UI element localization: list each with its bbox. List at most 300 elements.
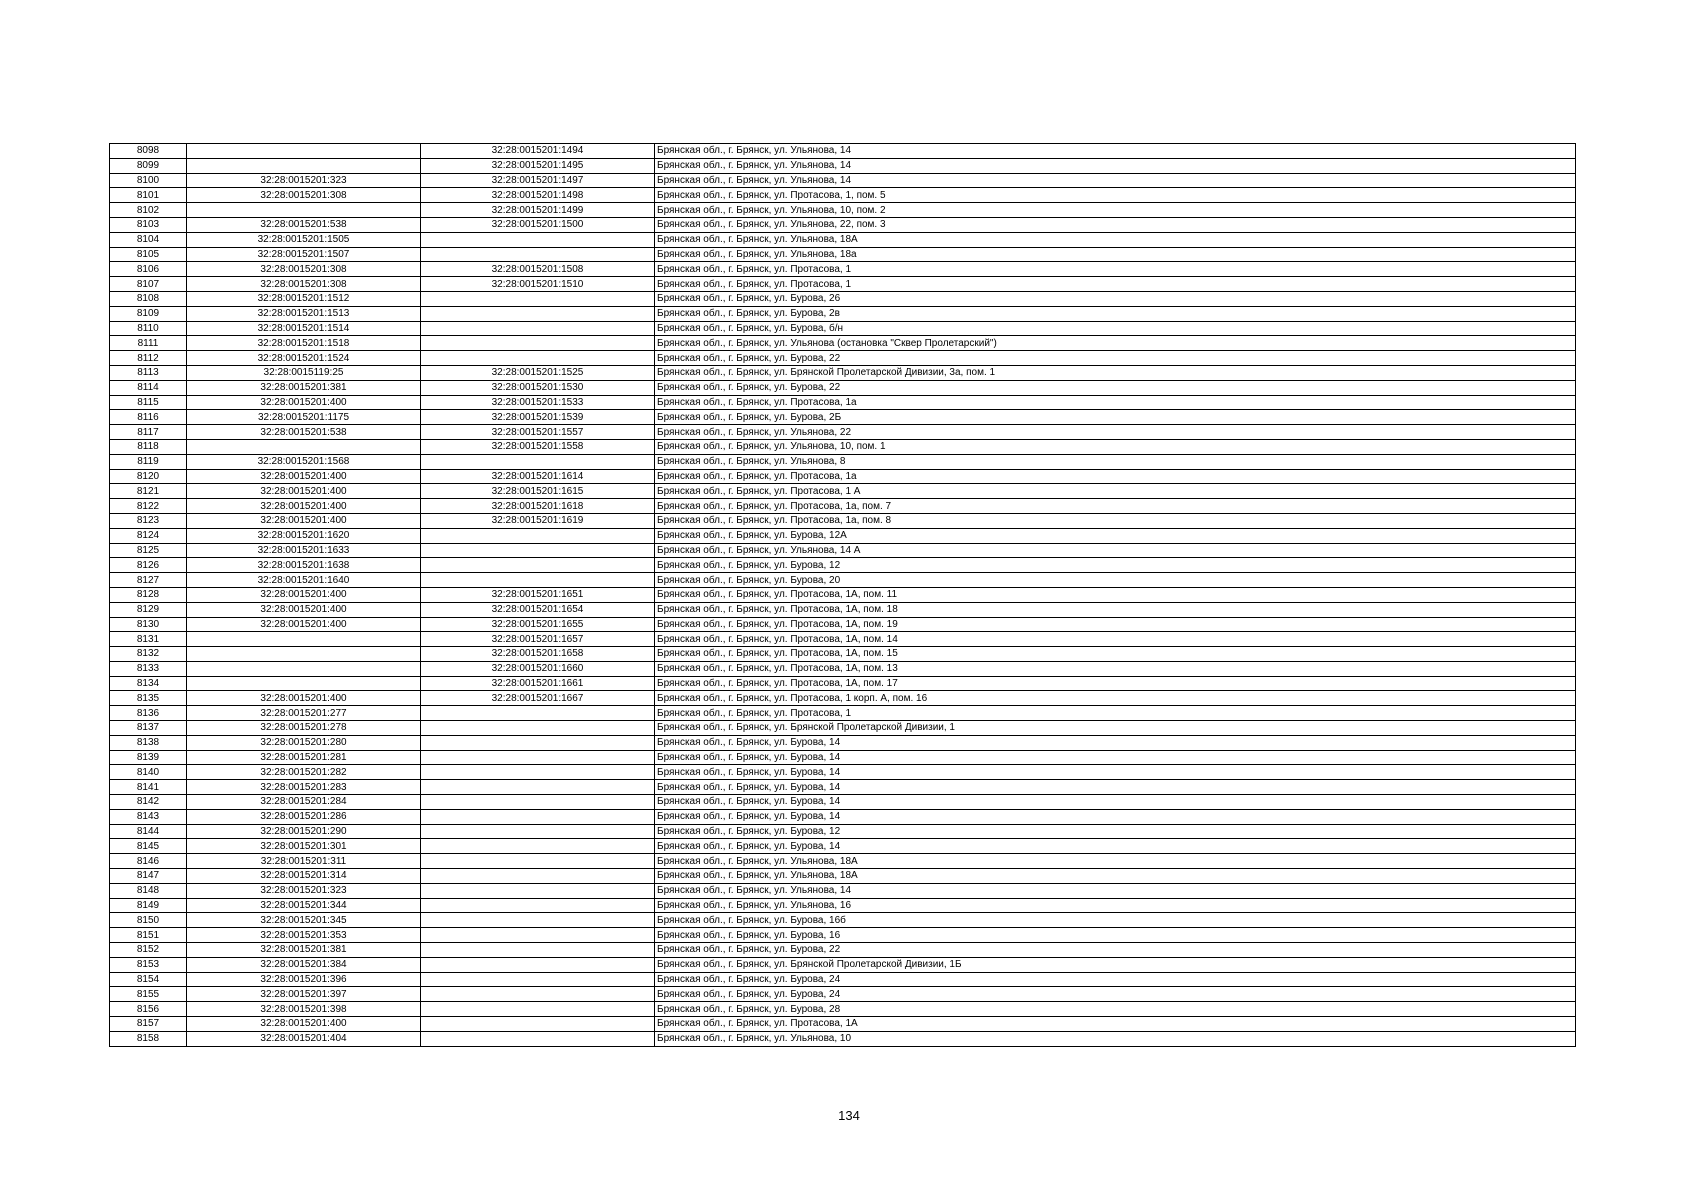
cadastral-number-cell — [421, 750, 655, 765]
cadastral-number-cell: 32:28:0015201:1495 — [421, 158, 655, 173]
table-row — [110, 454, 1576, 469]
table-row — [110, 765, 1576, 780]
row-number-cell: 8103 — [110, 217, 187, 232]
parent-cadastral-number-cell: 32:28:0015201:384 — [187, 957, 421, 972]
parent-cadastral-number-cell: 32:28:0015201:308 — [187, 277, 421, 292]
address-cell: Брянская обл., г. Брянск, ул. Ульянова, 14 — [655, 883, 1576, 898]
table-row — [110, 780, 1576, 795]
table-row — [110, 306, 1576, 321]
parent-cadastral-number-cell: 32:28:0015201:1568 — [187, 454, 421, 469]
row-number-cell: 8126 — [110, 558, 187, 573]
parent-cadastral-number-cell: 32:28:0015201:381 — [187, 380, 421, 395]
parent-cadastral-number-cell: 32:28:0015201:396 — [187, 972, 421, 987]
cadastral-number-cell — [421, 809, 655, 824]
parent-cadastral-number-cell: 32:28:0015201:1512 — [187, 291, 421, 306]
address-cell: Брянская обл., г. Брянск, ул. Бурова, 14 — [655, 735, 1576, 750]
parent-cadastral-number-cell: 32:28:0015201:1518 — [187, 336, 421, 351]
cadastral-number-cell: 32:28:0015201:1655 — [421, 617, 655, 632]
address-cell: Брянская обл., г. Брянск, ул. Бурова, 24 — [655, 987, 1576, 1002]
row-number-cell: 8158 — [110, 1031, 187, 1046]
row-number-cell: 8124 — [110, 528, 187, 543]
table-row — [110, 247, 1576, 262]
parent-cadastral-number-cell: 32:28:0015201:400 — [187, 587, 421, 602]
cadastral-number-cell — [421, 721, 655, 736]
table-row — [110, 735, 1576, 750]
table-row — [110, 439, 1576, 454]
table-row — [110, 987, 1576, 1002]
address-cell: Брянская обл., г. Брянск, ул. Ульянова, 18А — [655, 854, 1576, 869]
parent-cadastral-number-cell: 32:28:0015201:1514 — [187, 321, 421, 336]
cadastral-number-cell — [421, 454, 655, 469]
cadastral-number-cell — [421, 854, 655, 869]
table-row — [110, 277, 1576, 292]
table-row — [110, 513, 1576, 528]
address-cell: Брянская обл., г. Брянск, ул. Бурова, 16б — [655, 913, 1576, 928]
row-number-cell: 8121 — [110, 484, 187, 499]
address-cell: Брянская обл., г. Брянск, ул. Брянской Пролетарской Дивизии, 3а, пом. 1 — [655, 365, 1576, 380]
table-row — [110, 883, 1576, 898]
cadastral-number-cell: 32:28:0015201:1661 — [421, 676, 655, 691]
table-row — [110, 661, 1576, 676]
parent-cadastral-number-cell: 32:28:0015201:400 — [187, 395, 421, 410]
address-cell: Брянская обл., г. Брянск, ул. Протасова, 1а — [655, 469, 1576, 484]
row-number-cell: 8128 — [110, 587, 187, 602]
row-number-cell: 8117 — [110, 425, 187, 440]
cadastral-number-cell: 32:28:0015201:1654 — [421, 602, 655, 617]
table-row — [110, 158, 1576, 173]
row-number-cell: 8110 — [110, 321, 187, 336]
table-row — [110, 573, 1576, 588]
row-number-cell: 8140 — [110, 765, 187, 780]
table-row — [110, 380, 1576, 395]
row-number-cell: 8146 — [110, 854, 187, 869]
row-number-cell: 8114 — [110, 380, 187, 395]
table-row — [110, 188, 1576, 203]
parent-cadastral-number-cell: 32:28:0015201:1513 — [187, 306, 421, 321]
row-number-cell: 8150 — [110, 913, 187, 928]
parent-cadastral-number-cell: 32:28:0015201:1524 — [187, 351, 421, 366]
cadastral-number-cell — [421, 913, 655, 928]
parent-cadastral-number-cell: 32:28:0015119:25 — [187, 365, 421, 380]
data-table — [109, 143, 1576, 1047]
table-row — [110, 528, 1576, 543]
cadastral-number-cell: 32:28:0015201:1667 — [421, 691, 655, 706]
table-row — [110, 602, 1576, 617]
address-cell: Брянская обл., г. Брянск, ул. Протасова, 1А, пом. 14 — [655, 632, 1576, 647]
cadastral-number-cell — [421, 824, 655, 839]
cadastral-number-cell: 32:28:0015201:1533 — [421, 395, 655, 410]
cadastral-number-cell — [421, 573, 655, 588]
row-number-cell: 8135 — [110, 691, 187, 706]
address-cell: Брянская обл., г. Брянск, ул. Протасова, 1, пом. 5 — [655, 188, 1576, 203]
row-number-cell: 8133 — [110, 661, 187, 676]
address-cell: Брянская обл., г. Брянск, ул. Протасова, 1 корп. А, пом. 16 — [655, 691, 1576, 706]
address-cell: Брянская обл., г. Брянск, ул. Протасова, 1а, пом. 8 — [655, 513, 1576, 528]
row-number-cell: 8125 — [110, 543, 187, 558]
row-number-cell: 8101 — [110, 188, 187, 203]
address-cell: Брянская обл., г. Брянск, ул. Ульянова, 14 А — [655, 543, 1576, 558]
row-number-cell: 8119 — [110, 454, 187, 469]
table-row — [110, 809, 1576, 824]
table-row — [110, 217, 1576, 232]
table-row — [110, 232, 1576, 247]
address-cell: Брянская обл., г. Брянск, ул. Бурова, б/н — [655, 321, 1576, 336]
row-number-cell: 8157 — [110, 1017, 187, 1032]
table-row — [110, 173, 1576, 188]
address-cell: Брянская обл., г. Брянск, ул. Протасова, 1А, пом. 19 — [655, 617, 1576, 632]
parent-cadastral-number-cell: 32:28:0015201:1640 — [187, 573, 421, 588]
row-number-cell: 8145 — [110, 839, 187, 854]
row-number-cell: 8118 — [110, 439, 187, 454]
parent-cadastral-number-cell — [187, 203, 421, 218]
table-row — [110, 1031, 1576, 1046]
row-number-cell: 8141 — [110, 780, 187, 795]
row-number-cell: 8147 — [110, 869, 187, 884]
cadastral-number-cell — [421, 306, 655, 321]
address-cell: Брянская обл., г. Брянск, ул. Ульянова (остановка "Сквер Пролетарский") — [655, 336, 1576, 351]
address-cell: Брянская обл., г. Брянск, ул. Бурова, 28 — [655, 1002, 1576, 1017]
address-cell: Брянская обл., г. Брянск, ул. Ульянова, 10 — [655, 1031, 1576, 1046]
cadastral-number-cell — [421, 795, 655, 810]
cadastral-number-cell: 32:28:0015201:1558 — [421, 439, 655, 454]
cadastral-number-cell: 32:28:0015201:1510 — [421, 277, 655, 292]
address-cell: Брянская обл., г. Брянск, ул. Бурова, 22 — [655, 943, 1576, 958]
row-number-cell: 8151 — [110, 928, 187, 943]
parent-cadastral-number-cell: 32:28:0015201:400 — [187, 469, 421, 484]
cadastral-number-cell — [421, 898, 655, 913]
cadastral-number-cell — [421, 883, 655, 898]
parent-cadastral-number-cell: 32:28:0015201:400 — [187, 1017, 421, 1032]
table-row — [110, 558, 1576, 573]
row-number-cell: 8112 — [110, 351, 187, 366]
address-cell: Брянская обл., г. Брянск, ул. Протасова, 1А — [655, 1017, 1576, 1032]
cadastral-number-cell: 32:28:0015201:1651 — [421, 587, 655, 602]
address-cell: Брянская обл., г. Брянск, ул. Ульянова, 16 — [655, 898, 1576, 913]
row-number-cell: 8127 — [110, 573, 187, 588]
address-cell: Брянская обл., г. Брянск, ул. Ульянова, 14 — [655, 158, 1576, 173]
cadastral-number-cell: 32:28:0015201:1557 — [421, 425, 655, 440]
address-cell: Брянская обл., г. Брянск, ул. Бурова, 24 — [655, 972, 1576, 987]
row-number-cell: 8149 — [110, 898, 187, 913]
parent-cadastral-number-cell: 32:28:0015201:400 — [187, 602, 421, 617]
table-row — [110, 972, 1576, 987]
row-number-cell: 8148 — [110, 883, 187, 898]
cadastral-number-cell — [421, 336, 655, 351]
address-cell: Брянская обл., г. Брянск, ул. Бурова, 14 — [655, 780, 1576, 795]
table-row — [110, 869, 1576, 884]
row-number-cell: 8123 — [110, 513, 187, 528]
row-number-cell: 8136 — [110, 706, 187, 721]
table-row — [110, 336, 1576, 351]
row-number-cell: 8152 — [110, 943, 187, 958]
cadastral-number-cell: 32:28:0015201:1499 — [421, 203, 655, 218]
parent-cadastral-number-cell: 32:28:0015201:400 — [187, 617, 421, 632]
row-number-cell: 8106 — [110, 262, 187, 277]
address-cell: Брянская обл., г. Брянск, ул. Бурова, 22 — [655, 380, 1576, 395]
address-cell: Брянская обл., г. Брянск, ул. Бурова, 14 — [655, 795, 1576, 810]
parent-cadastral-number-cell: 32:28:0015201:323 — [187, 883, 421, 898]
cadastral-number-cell — [421, 735, 655, 750]
parent-cadastral-number-cell: 32:28:0015201:1638 — [187, 558, 421, 573]
row-number-cell: 8132 — [110, 647, 187, 662]
row-number-cell: 8155 — [110, 987, 187, 1002]
parent-cadastral-number-cell: 32:28:0015201:301 — [187, 839, 421, 854]
parent-cadastral-number-cell: 32:28:0015201:345 — [187, 913, 421, 928]
address-cell: Брянская обл., г. Брянск, ул. Ульянова, 10, пом. 1 — [655, 439, 1576, 454]
address-cell: Брянская обл., г. Брянск, ул. Бурова, 14 — [655, 750, 1576, 765]
table-row — [110, 587, 1576, 602]
table-row — [110, 469, 1576, 484]
parent-cadastral-number-cell: 32:28:0015201:404 — [187, 1031, 421, 1046]
parent-cadastral-number-cell: 32:28:0015201:1620 — [187, 528, 421, 543]
table-row — [110, 1017, 1576, 1032]
parent-cadastral-number-cell: 32:28:0015201:398 — [187, 1002, 421, 1017]
table-row — [110, 262, 1576, 277]
address-cell: Брянская обл., г. Брянск, ул. Бурова, 2в — [655, 306, 1576, 321]
parent-cadastral-number-cell: 32:28:0015201:290 — [187, 824, 421, 839]
parent-cadastral-number-cell: 32:28:0015201:400 — [187, 499, 421, 514]
row-number-cell: 8107 — [110, 277, 187, 292]
parent-cadastral-number-cell: 32:28:0015201:286 — [187, 809, 421, 824]
row-number-cell: 8116 — [110, 410, 187, 425]
row-number-cell: 8153 — [110, 957, 187, 972]
cadastral-number-cell: 32:28:0015201:1658 — [421, 647, 655, 662]
cadastral-number-cell — [421, 351, 655, 366]
parent-cadastral-number-cell: 32:28:0015201:323 — [187, 173, 421, 188]
cadastral-number-cell: 32:28:0015201:1618 — [421, 499, 655, 514]
table-row — [110, 676, 1576, 691]
parent-cadastral-number-cell: 32:28:0015201:1633 — [187, 543, 421, 558]
row-number-cell: 8154 — [110, 972, 187, 987]
row-number-cell: 8139 — [110, 750, 187, 765]
cadastral-number-cell — [421, 780, 655, 795]
row-number-cell: 8105 — [110, 247, 187, 262]
row-number-cell: 8108 — [110, 291, 187, 306]
cadastral-number-cell — [421, 972, 655, 987]
row-number-cell: 8130 — [110, 617, 187, 632]
cadastral-number-cell — [421, 765, 655, 780]
row-number-cell: 8134 — [110, 676, 187, 691]
address-cell: Брянская обл., г. Брянск, ул. Бурова, 26 — [655, 291, 1576, 306]
parent-cadastral-number-cell: 32:28:0015201:1175 — [187, 410, 421, 425]
table-row — [110, 706, 1576, 721]
address-cell: Брянская обл., г. Брянск, ул. Бурова, 12 — [655, 824, 1576, 839]
address-cell: Брянская обл., г. Брянск, ул. Бурова, 14 — [655, 765, 1576, 780]
row-number-cell: 8129 — [110, 602, 187, 617]
address-cell: Брянская обл., г. Брянск, ул. Протасова, 1 А — [655, 484, 1576, 499]
parent-cadastral-number-cell: 32:28:0015201:381 — [187, 943, 421, 958]
address-cell: Брянская обл., г. Брянск, ул. Протасова, 1А, пом. 13 — [655, 661, 1576, 676]
table-row — [110, 365, 1576, 380]
address-cell: Брянская обл., г. Брянск, ул. Протасова, 1А, пом. 17 — [655, 676, 1576, 691]
table-row — [110, 691, 1576, 706]
cadastral-number-cell: 32:28:0015201:1497 — [421, 173, 655, 188]
parent-cadastral-number-cell: 32:28:0015201:277 — [187, 706, 421, 721]
table-row — [110, 928, 1576, 943]
cadastral-number-cell: 32:28:0015201:1657 — [421, 632, 655, 647]
table-row — [110, 484, 1576, 499]
address-cell: Брянская обл., г. Брянск, ул. Протасова, 1А, пом. 11 — [655, 587, 1576, 602]
address-cell: Брянская обл., г. Брянск, ул. Бурова, 22 — [655, 351, 1576, 366]
parent-cadastral-number-cell — [187, 439, 421, 454]
parent-cadastral-number-cell: 32:28:0015201:311 — [187, 854, 421, 869]
cadastral-number-cell — [421, 1002, 655, 1017]
parent-cadastral-number-cell — [187, 144, 421, 159]
cadastral-number-cell — [421, 291, 655, 306]
row-number-cell: 8104 — [110, 232, 187, 247]
row-number-cell: 8122 — [110, 499, 187, 514]
cadastral-number-cell — [421, 558, 655, 573]
parent-cadastral-number-cell: 32:28:0015201:284 — [187, 795, 421, 810]
parent-cadastral-number-cell — [187, 661, 421, 676]
table-row — [110, 203, 1576, 218]
cadastral-number-cell: 32:28:0015201:1500 — [421, 217, 655, 232]
parent-cadastral-number-cell: 32:28:0015201:308 — [187, 188, 421, 203]
cadastral-number-cell — [421, 943, 655, 958]
cadastral-number-cell: 32:28:0015201:1530 — [421, 380, 655, 395]
address-cell: Брянская обл., г. Брянск, ул. Брянской Пролетарской Дивизии, 1Б — [655, 957, 1576, 972]
row-number-cell: 8144 — [110, 824, 187, 839]
cadastral-number-cell: 32:28:0015201:1660 — [421, 661, 655, 676]
table-row — [110, 795, 1576, 810]
cadastral-number-cell — [421, 247, 655, 262]
address-cell: Брянская обл., г. Брянск, ул. Бурова, 12 — [655, 558, 1576, 573]
parent-cadastral-number-cell: 32:28:0015201:280 — [187, 735, 421, 750]
parent-cadastral-number-cell — [187, 632, 421, 647]
table-row — [110, 632, 1576, 647]
row-number-cell: 8138 — [110, 735, 187, 750]
cadastral-number-cell — [421, 839, 655, 854]
address-cell: Брянская обл., г. Брянск, ул. Протасова, 1а — [655, 395, 1576, 410]
row-number-cell: 8120 — [110, 469, 187, 484]
address-cell: Брянская обл., г. Брянск, ул. Ульянова, 18А — [655, 869, 1576, 884]
page-number: 134 — [838, 1108, 860, 1123]
parent-cadastral-number-cell — [187, 158, 421, 173]
table-row — [110, 913, 1576, 928]
cadastral-number-cell — [421, 232, 655, 247]
table-body — [110, 144, 1576, 1047]
parent-cadastral-number-cell: 32:28:0015201:308 — [187, 262, 421, 277]
cadastral-number-cell: 32:28:0015201:1508 — [421, 262, 655, 277]
table-row — [110, 395, 1576, 410]
table-row — [110, 854, 1576, 869]
address-cell: Брянская обл., г. Брянск, ул. Ульянова, 18А — [655, 232, 1576, 247]
address-cell: Брянская обл., г. Брянск, ул. Протасова, 1А, пом. 15 — [655, 647, 1576, 662]
cadastral-number-cell: 32:28:0015201:1539 — [421, 410, 655, 425]
address-cell: Брянская обл., г. Брянск, ул. Ульянова, 10, пом. 2 — [655, 203, 1576, 218]
row-number-cell: 8111 — [110, 336, 187, 351]
table-row — [110, 898, 1576, 913]
table-row — [110, 321, 1576, 336]
address-cell: Брянская обл., г. Брянск, ул. Брянской Пролетарской Дивизии, 1 — [655, 721, 1576, 736]
row-number-cell: 8137 — [110, 721, 187, 736]
cadastral-number-cell — [421, 1031, 655, 1046]
address-cell: Брянская обл., г. Брянск, ул. Бурова, 20 — [655, 573, 1576, 588]
cadastral-number-cell: 32:28:0015201:1498 — [421, 188, 655, 203]
row-number-cell: 8109 — [110, 306, 187, 321]
cadastral-number-cell: 32:28:0015201:1525 — [421, 365, 655, 380]
row-number-cell: 8142 — [110, 795, 187, 810]
address-cell: Брянская обл., г. Брянск, ул. Ульянова, 22, пом. 3 — [655, 217, 1576, 232]
address-cell: Брянская обл., г. Брянск, ул. Ульянова, 8 — [655, 454, 1576, 469]
address-cell: Брянская обл., г. Брянск, ул. Бурова, 2Б — [655, 410, 1576, 425]
row-number-cell: 8115 — [110, 395, 187, 410]
cadastral-number-cell — [421, 869, 655, 884]
table-row — [110, 1002, 1576, 1017]
cadastral-number-cell: 32:28:0015201:1494 — [421, 144, 655, 159]
table-row — [110, 144, 1576, 159]
parent-cadastral-number-cell: 32:28:0015201:538 — [187, 425, 421, 440]
parent-cadastral-number-cell — [187, 676, 421, 691]
address-cell: Брянская обл., г. Брянск, ул. Ульянова, 14 — [655, 144, 1576, 159]
row-number-cell: 8143 — [110, 809, 187, 824]
table-row — [110, 750, 1576, 765]
table-row — [110, 957, 1576, 972]
cadastral-number-cell — [421, 987, 655, 1002]
table-row — [110, 543, 1576, 558]
parent-cadastral-number-cell: 32:28:0015201:282 — [187, 765, 421, 780]
cadastral-number-cell — [421, 528, 655, 543]
address-cell: Брянская обл., г. Брянск, ул. Бурова, 12А — [655, 528, 1576, 543]
table-row — [110, 425, 1576, 440]
parent-cadastral-number-cell: 32:28:0015201:1505 — [187, 232, 421, 247]
cadastral-number-cell — [421, 928, 655, 943]
cadastral-number-cell — [421, 321, 655, 336]
table-row — [110, 721, 1576, 736]
row-number-cell: 8113 — [110, 365, 187, 380]
parent-cadastral-number-cell — [187, 647, 421, 662]
address-cell: Брянская обл., г. Брянск, ул. Протасова, 1 — [655, 262, 1576, 277]
cadastral-number-cell — [421, 1017, 655, 1032]
cadastral-number-cell: 32:28:0015201:1619 — [421, 513, 655, 528]
address-cell: Брянская обл., г. Брянск, ул. Бурова, 14 — [655, 839, 1576, 854]
cadastral-number-cell: 32:28:0015201:1615 — [421, 484, 655, 499]
table-row — [110, 291, 1576, 306]
parent-cadastral-number-cell: 32:28:0015201:344 — [187, 898, 421, 913]
parent-cadastral-number-cell: 32:28:0015201:1507 — [187, 247, 421, 262]
address-cell: Брянская обл., г. Брянск, ул. Протасова, 1 — [655, 706, 1576, 721]
table-row — [110, 943, 1576, 958]
parent-cadastral-number-cell: 32:28:0015201:400 — [187, 513, 421, 528]
parent-cadastral-number-cell: 32:28:0015201:538 — [187, 217, 421, 232]
row-number-cell: 8099 — [110, 158, 187, 173]
cadastral-number-cell: 32:28:0015201:1614 — [421, 469, 655, 484]
address-cell: Брянская обл., г. Брянск, ул. Ульянова, 18а — [655, 247, 1576, 262]
parent-cadastral-number-cell: 32:28:0015201:397 — [187, 987, 421, 1002]
address-cell: Брянская обл., г. Брянск, ул. Протасова, 1А, пом. 18 — [655, 602, 1576, 617]
parent-cadastral-number-cell: 32:28:0015201:278 — [187, 721, 421, 736]
cadastral-number-cell — [421, 706, 655, 721]
address-cell: Брянская обл., г. Брянск, ул. Ульянова, 22 — [655, 425, 1576, 440]
cadastral-number-cell — [421, 543, 655, 558]
parent-cadastral-number-cell: 32:28:0015201:400 — [187, 484, 421, 499]
table-row — [110, 617, 1576, 632]
address-cell: Брянская обл., г. Брянск, ул. Протасова, 1 — [655, 277, 1576, 292]
parent-cadastral-number-cell: 32:28:0015201:283 — [187, 780, 421, 795]
table-row — [110, 499, 1576, 514]
parent-cadastral-number-cell: 32:28:0015201:400 — [187, 691, 421, 706]
address-cell: Брянская обл., г. Брянск, ул. Протасова, 1а, пом. 7 — [655, 499, 1576, 514]
row-number-cell: 8102 — [110, 203, 187, 218]
table-row — [110, 647, 1576, 662]
parent-cadastral-number-cell: 32:28:0015201:314 — [187, 869, 421, 884]
table-row — [110, 410, 1576, 425]
table-row — [110, 824, 1576, 839]
table-row — [110, 839, 1576, 854]
table-row — [110, 351, 1576, 366]
cadastral-number-cell — [421, 957, 655, 972]
row-number-cell: 8131 — [110, 632, 187, 647]
